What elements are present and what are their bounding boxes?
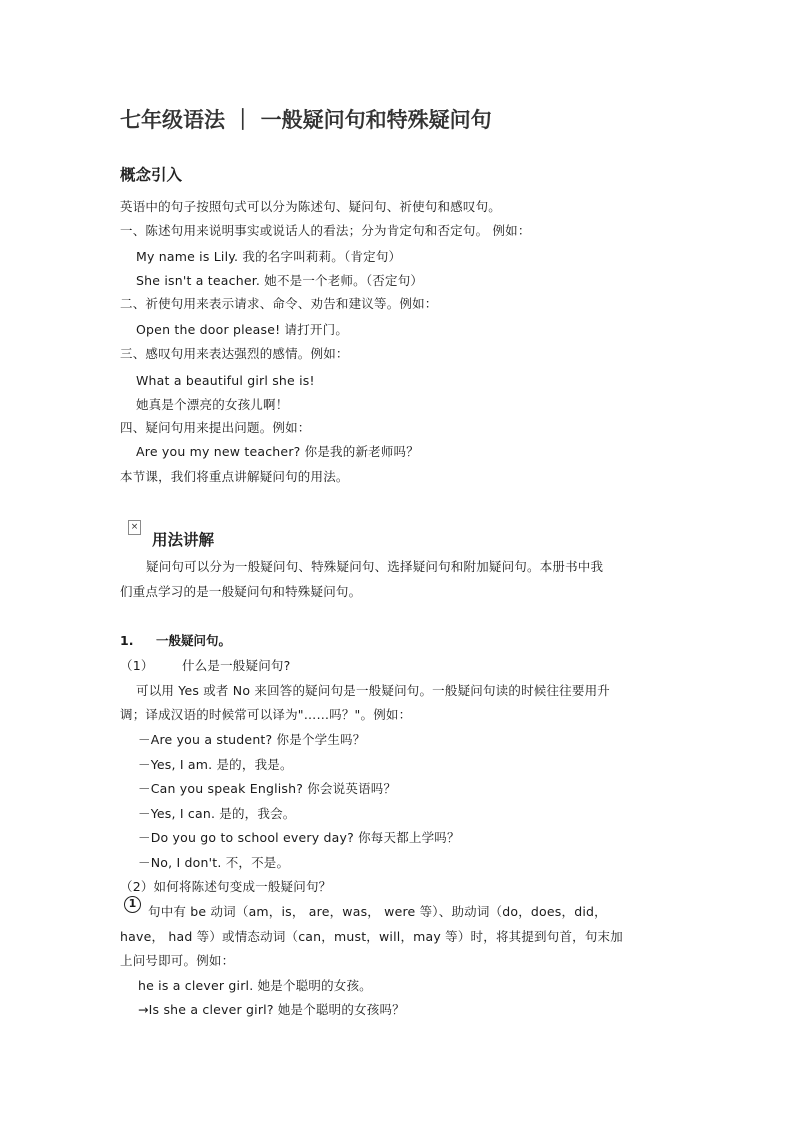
page-title: 七年级语法 ｜ 一般疑问句和特殊疑问句 [120, 108, 492, 132]
paragraph-line: 句中有 be 动词（am，is， are，was， were 等）、助动词（do，does，did， [148, 904, 607, 919]
part-number: 1. [120, 633, 134, 648]
paragraph-line: 本节课，我们将重点讲解疑问句的用法。 [120, 469, 349, 484]
paragraph-line: 二、祈使句用来表示请求、命令、劝告和建议等。例如： [120, 296, 438, 311]
paragraph-line: 一、陈述句用来说明事实或说话人的看法；分为肯定句和否定句。 例如： [120, 223, 531, 238]
paragraph-line: 调；译成汉语的时候常可以译为"……吗？"。例如： [120, 707, 412, 722]
dialogue-line: －Yes, I am. 是的，我是。 [138, 757, 293, 772]
example-line: he is a clever girl. 她是个聪明的女孩。 [138, 978, 372, 993]
dialogue-line: －Do you go to school every day? 你每天都上学吗？ [138, 830, 460, 845]
example-line: 她真是个漂亮的女孩儿啊！ [136, 397, 289, 412]
part-heading: 一般疑问句。 [156, 633, 232, 648]
section-heading-concept: 概念引入 [120, 166, 183, 184]
paragraph-line: 可以用 Yes 或者 No 来回答的疑问句是一般疑问句。一般疑问句读的时候往往要用升 [136, 683, 610, 698]
paragraph-line: 们重点学习的是一般疑问句和特殊疑问句。 [120, 584, 362, 599]
broken-image-icon: × [128, 520, 141, 535]
example-line: My name is Lily. 我的名字叫莉莉。（肯定句） [136, 249, 402, 264]
example-line: Are you my new teacher? 你是我的新老师吗？ [136, 444, 419, 459]
circled-number: 1 [124, 896, 141, 913]
dialogue-line: －Are you a student? 你是个学生吗？ [138, 732, 366, 747]
subsection-title: 什么是一般疑问句? [182, 658, 291, 673]
dialogue-line: －No, I don't. 不，不是。 [138, 855, 290, 870]
example-line: She isn't a teacher. 她不是一个老师。（否定句） [136, 273, 424, 288]
example-line: →Is she a clever girl? 她是个聪明的女孩吗？ [138, 1002, 405, 1017]
section-heading-usage: 用法讲解 [152, 531, 215, 549]
subsection-title: （2）如何将陈述句变成一般疑问句？ [120, 879, 332, 894]
paragraph-line: 疑问句可以分为一般疑问句、特殊疑问句、选择疑问句和附加疑问句。本册书中我 [146, 559, 604, 574]
example-line: What a beautiful girl she is! [136, 373, 315, 388]
paragraph-line: 三、感叹句用来表达强烈的感情。例如： [120, 346, 349, 361]
paragraph-line: have， had 等）或情态动词（can，must，will，may 等）时，将其提到句首，句末加 [120, 929, 623, 944]
dialogue-line: －Yes, I can. 是的，我会。 [138, 806, 296, 821]
paragraph-line: 上问号即可。例如： [120, 953, 235, 968]
paragraph-line: 四、疑问句用来提出问题。例如： [120, 420, 311, 435]
dialogue-line: －Can you speak English? 你会说英语吗？ [138, 781, 397, 796]
subsection-label: （1） [120, 658, 154, 673]
paragraph-line: 英语中的句子按照句式可以分为陈述句、疑问句、祈使句和感叹句。 [120, 199, 502, 214]
example-line: Open the door please! 请打开门。 [136, 322, 349, 337]
